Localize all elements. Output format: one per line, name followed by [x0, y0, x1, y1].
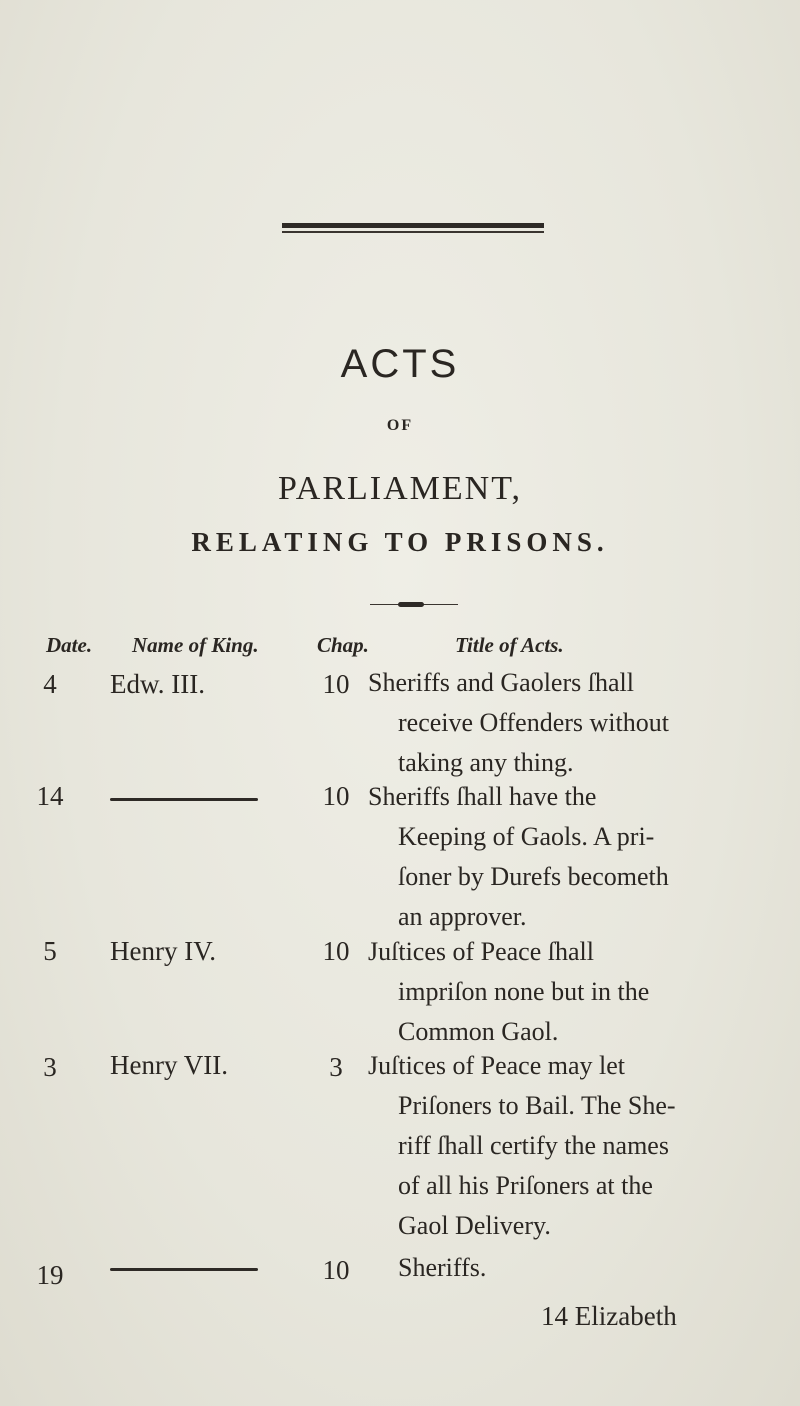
- ditto-dash: [110, 1268, 258, 1271]
- ornament-divider: [370, 601, 458, 609]
- top-double-rule: [282, 223, 544, 233]
- row-date: 19: [36, 1260, 64, 1290]
- row-king: Henry VII.: [110, 1050, 228, 1080]
- row-date: 4: [43, 669, 57, 699]
- row-king: Henry IV.: [110, 936, 216, 966]
- row-title-line: of all his Priſoners at the: [398, 1171, 653, 1200]
- row-title-line: an approver.: [398, 902, 527, 931]
- row-title-line: ſoner by Durefs becometh: [398, 862, 669, 891]
- title-acts: ACTS: [340, 342, 460, 386]
- top-rule-thick: [282, 223, 544, 228]
- row-title-line: taking any thing.: [398, 748, 574, 777]
- row-date: 3: [43, 1052, 57, 1082]
- row-title-line: receive Offenders without: [398, 708, 669, 737]
- row-chap: 10: [322, 1255, 350, 1285]
- ornament-blob: [398, 602, 424, 607]
- row-title-line: Keeping of Gaols. A pri-: [398, 822, 655, 851]
- title-parliament: PARLIAMENT,: [278, 470, 522, 507]
- row-title-line: impriſon none but in the: [398, 977, 650, 1006]
- row-title-line: Sheriffs.: [398, 1253, 487, 1282]
- ditto-dash: [110, 798, 258, 801]
- title-relating-to-prisons: RELATING TO PRISONS.: [191, 527, 609, 557]
- row-chap: 10: [322, 669, 350, 699]
- row-chap: 3: [329, 1052, 343, 1082]
- row-date: 14: [36, 781, 64, 811]
- column-header-title: Title of Acts.: [455, 633, 564, 657]
- row-king: Edw. III.: [110, 669, 205, 699]
- column-header-chap: Chap.: [317, 633, 369, 657]
- row-title-line: Sheriffs and Gaolers ſhall: [368, 668, 634, 697]
- title-of: OF: [386, 417, 414, 434]
- row-title-line: Gaol Delivery.: [398, 1211, 551, 1240]
- row-title-line: riff ſhall certify the names: [398, 1131, 669, 1160]
- row-title-line: Common Gaol.: [398, 1017, 559, 1046]
- column-header-date: Date.: [46, 633, 93, 657]
- row-title-line: Juſtices of Peace ſhall: [368, 937, 594, 966]
- row-date: 5: [43, 936, 57, 966]
- row-chap: 10: [322, 936, 350, 966]
- row-chap: 10: [322, 781, 350, 811]
- top-rule-thin: [282, 231, 544, 233]
- catchword: 14 Elizabeth: [541, 1301, 677, 1331]
- column-header-king: Name of King.: [132, 633, 259, 657]
- row-title-line: Sheriffs ſhall have the: [368, 782, 597, 811]
- row-title-line: Juſtices of Peace may let: [368, 1051, 626, 1080]
- row-title-line: Priſoners to Bail. The She-: [398, 1091, 676, 1120]
